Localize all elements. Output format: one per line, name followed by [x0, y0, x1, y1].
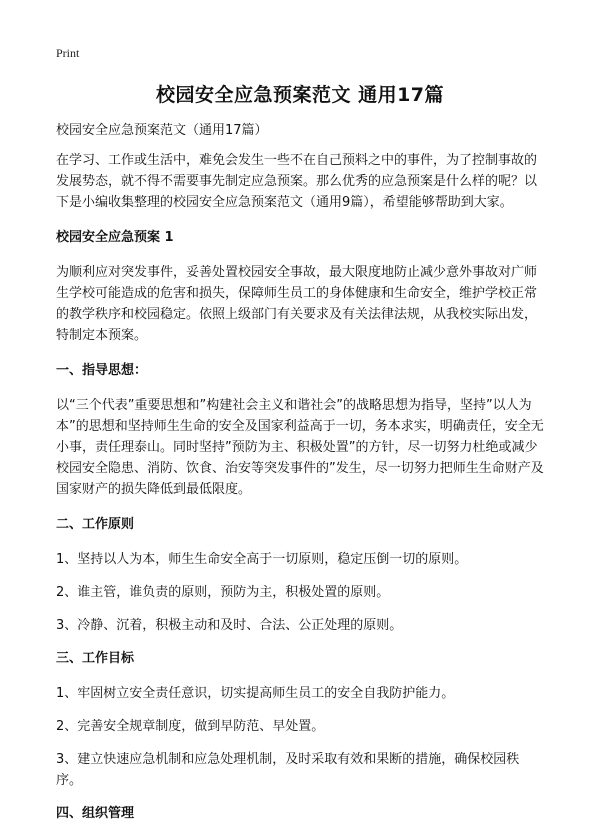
intro-paragraph: 在学习、工作或生活中，难免会发生一些不在自己预料之中的事件，为了控制事故的发展势态，就不得不需要事先制定应急预案。那么优秀的应急预案是什么样的呢？以下是小编收集整理的校园安全应急预案范文（通用9篇），希望能够帮助到大家。 — [56, 153, 538, 210]
document-body — [56, 120, 544, 838]
goal-item: 1、牢固树立安全责任意识，切实提高师生员工的安全自我防护能力。 — [56, 686, 455, 701]
heading-organization-management: 四、组织管理 — [56, 806, 135, 821]
document-subtitle: 校园安全应急预案范文（通用17篇） — [56, 123, 268, 138]
goal-item: 2、完善安全规章制度，做到早防范、早处置。 — [56, 719, 325, 734]
heading-work-goals: 三、工作目标 — [56, 651, 135, 666]
document-title: 校园安全应急预案范文 通用17篇 — [155, 84, 445, 106]
principle-item: 2、谁主管，谁负责的原则，预防为主，积极处置的原则。 — [56, 585, 390, 600]
print-label[interactable]: Print — [56, 46, 80, 60]
section-title-1: 校园安全应急预案 1 — [56, 230, 174, 245]
goal-item: 3、建立快速应急机制和应急处理机制，及时采取有效和果断的措施，确保校园秩序。 — [56, 752, 520, 788]
section-1-paragraph: 为顺利应对突发事件，妥善处置校园安全事故，最大限度地防止减少意外事故对广师生学校可能造成的危害和损失，保障师生员工的身体健康和生命安全，维护学校正常的教学秩序和校园稳定。依照上级部门有关要求及有关法律法规，从我校实际出发，特制定本预案。 — [56, 265, 538, 343]
heading-working-principles: 二、工作原则 — [56, 517, 135, 532]
principle-item: 3、冷静、沉着，积极主动和及时、合法、公正处理的原则。 — [56, 618, 403, 633]
heading-guiding-ideology: 一、指导思想： — [56, 363, 148, 378]
guiding-ideology-paragraph: 以“三个代表”重要思想和”构建社会主义和谐社会”的战略思想为指导，坚持”以人为本”的思想和坚持师生生命的安全及国家利益高于一切，务本求实，明确责任，安全无小事，责任理泰山。同时坚持”预防为主、积极处置”的方针，尽一切努力杜绝或减少校园安全隐患、消防、饮食、治安等突发事件的”发生，尽一切努力把师生生命财产及国家财产的损失降低到最低限度。 — [56, 398, 544, 497]
principle-item: 1、坚持以人为本，师生生命安全高于一切原则，稳定压倒一切的原则。 — [56, 552, 468, 567]
